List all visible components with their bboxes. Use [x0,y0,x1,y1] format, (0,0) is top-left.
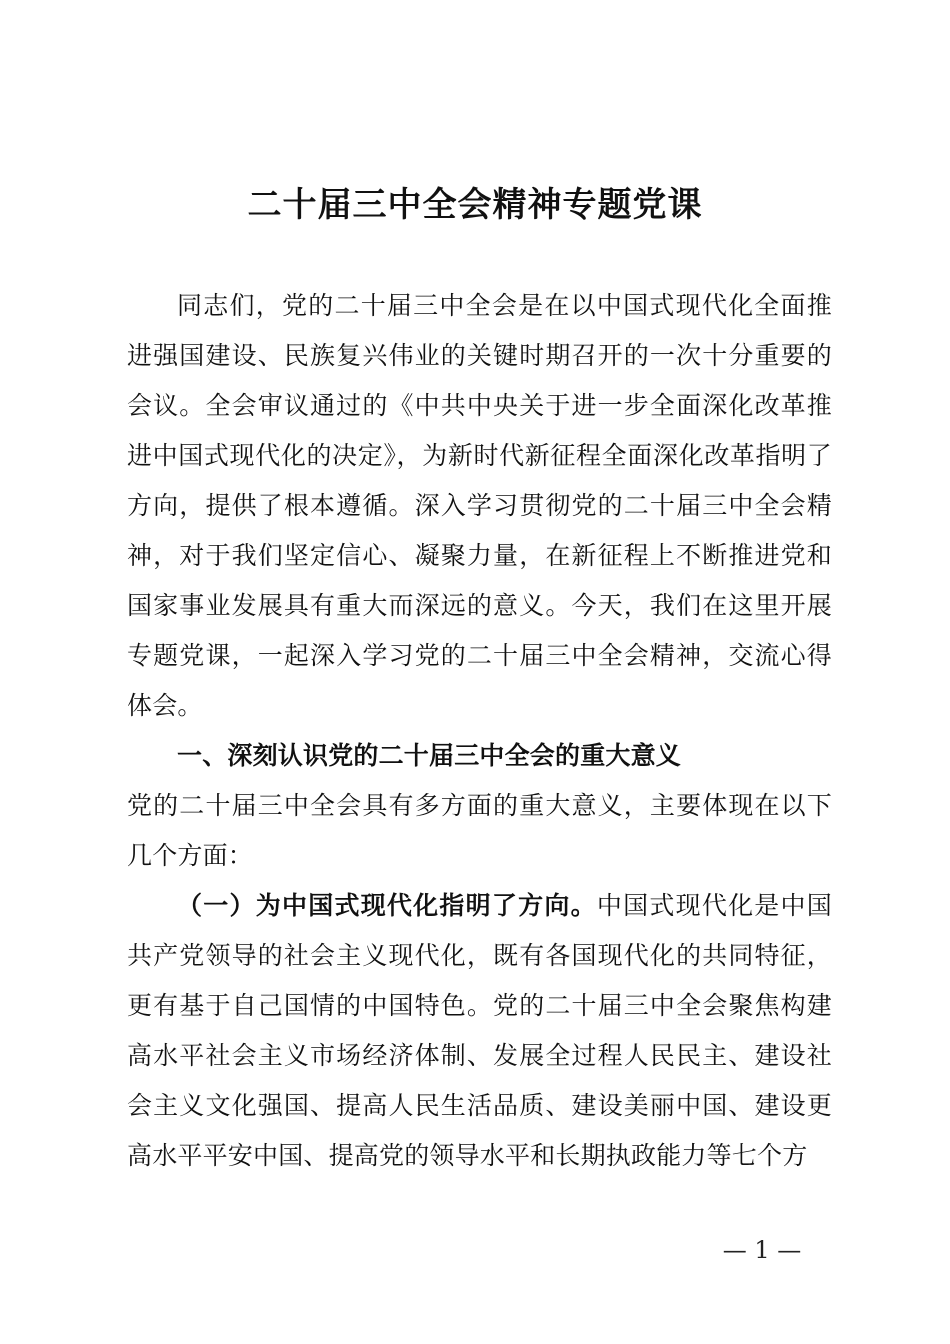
section-intro-paragraph: 党的二十届三中全会具有多方面的重大意义，主要体现在以下几个方面： [127,791,832,870]
document-title: 二十届三中全会精神专题党课 [247,185,703,225]
subsection-paragraph [127,881,832,1181]
intro-paragraph: 同志们，党的二十届三中全会是在以中国式现代化全面推进强国建设、民族复兴伟业的关键时期召开的一次十分重要的会议。全会审议通过的《中共中央关于进一步全面深化改革推进中国式现代化的决定》，为新时代新征程全面深化改革指明了方向，提供了根本遵循。深入学习贯彻党的二十届三中全会精神，对于我们坚定信心、凝聚力量，在新征程上不断推进党和国家事业发展具有重大而深远的意义。今天，我们在这里开展专题党课，一起深入学习党的二十届三中全会精神，交流心得体会。 [127,291,832,720]
page-number: — 1 — [722,1236,802,1264]
section-heading: 一、深刻认识党的二十届三中全会的重大意义 [177,741,682,770]
subsection-heading: （一）为中国式现代化指明了方向。 [177,891,597,920]
document-body [127,281,832,1181]
subsection-text: 中国式现代化是中国共产党领导的社会主义现代化，既有各国现代化的共同特征，更有基于自己国情的中国特色。党的二十届三中全会聚焦构建高水平社会主义市场经济体制、发展全过程人民民主、建设社会主义文化强国、提高人民生活品质、建设美丽中国、建设更高水平平安中国、提高党的领导水平和长期执政能力等七个方 [127,891,832,1170]
